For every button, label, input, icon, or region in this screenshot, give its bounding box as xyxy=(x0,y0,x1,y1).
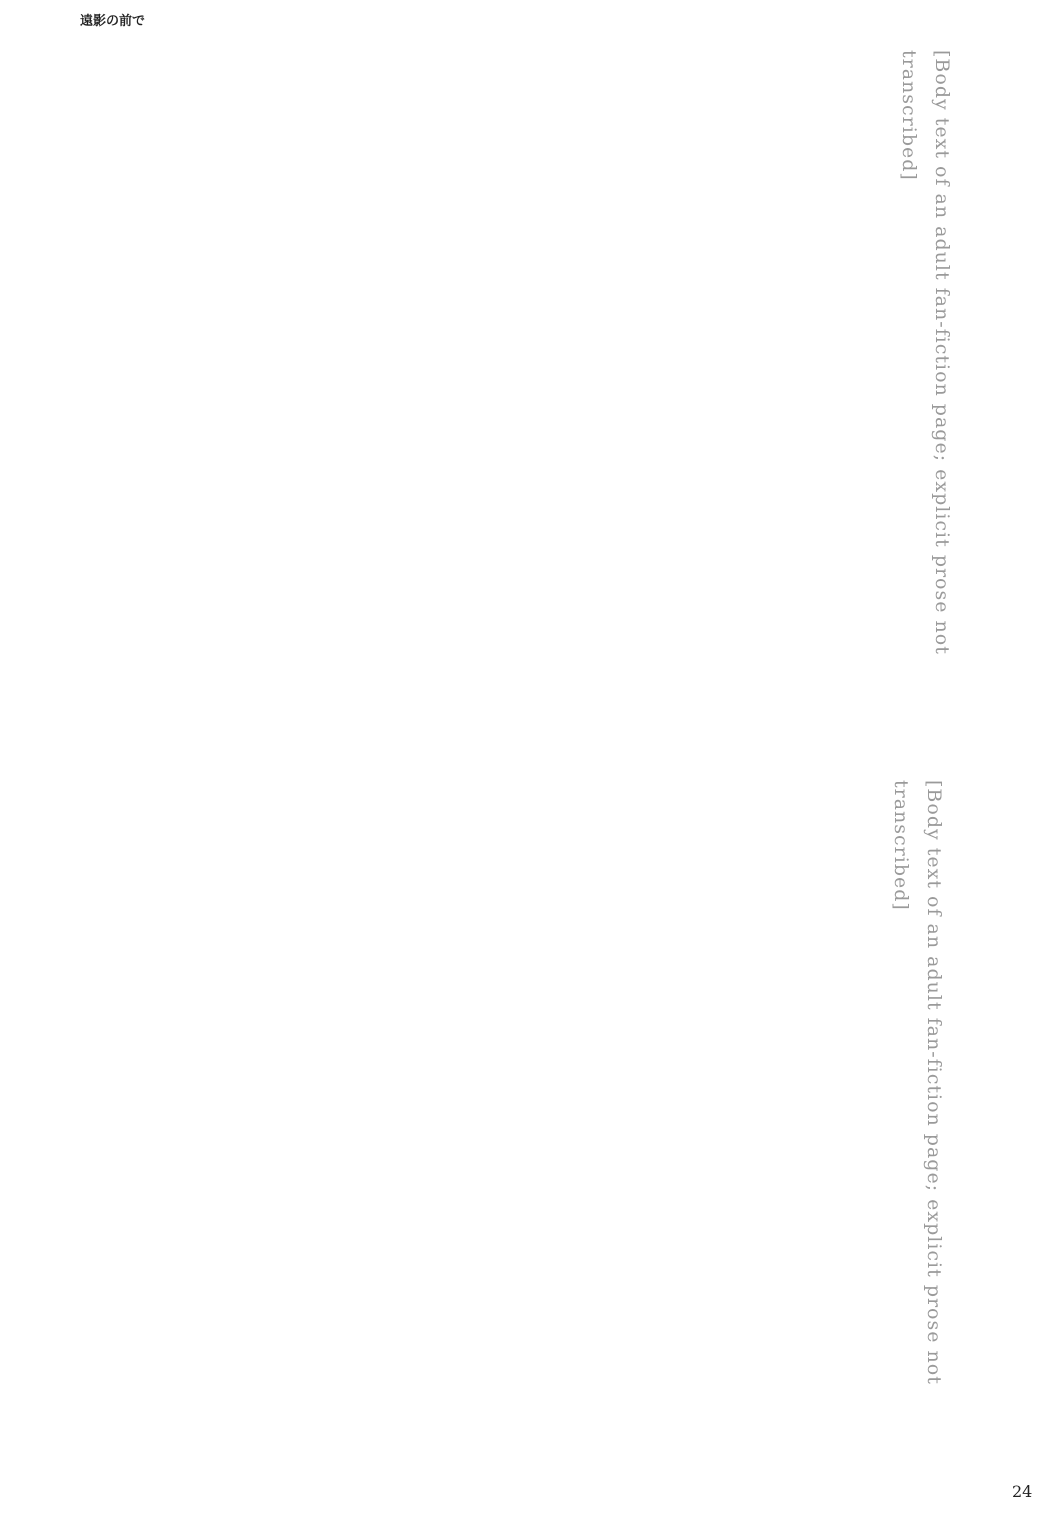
running-head: 遠影の前で xyxy=(80,14,146,29)
placeholder-text: [Body text of an adult fan-fiction page; explicit prose not transcribed] xyxy=(898,50,953,655)
text-block-top xyxy=(78,50,958,730)
text-block-bottom xyxy=(110,780,950,1460)
page-number: 24 xyxy=(1012,1482,1033,1501)
placeholder-text: [Body text of an adult fan-fiction page; explicit prose not transcribed] xyxy=(890,780,945,1385)
